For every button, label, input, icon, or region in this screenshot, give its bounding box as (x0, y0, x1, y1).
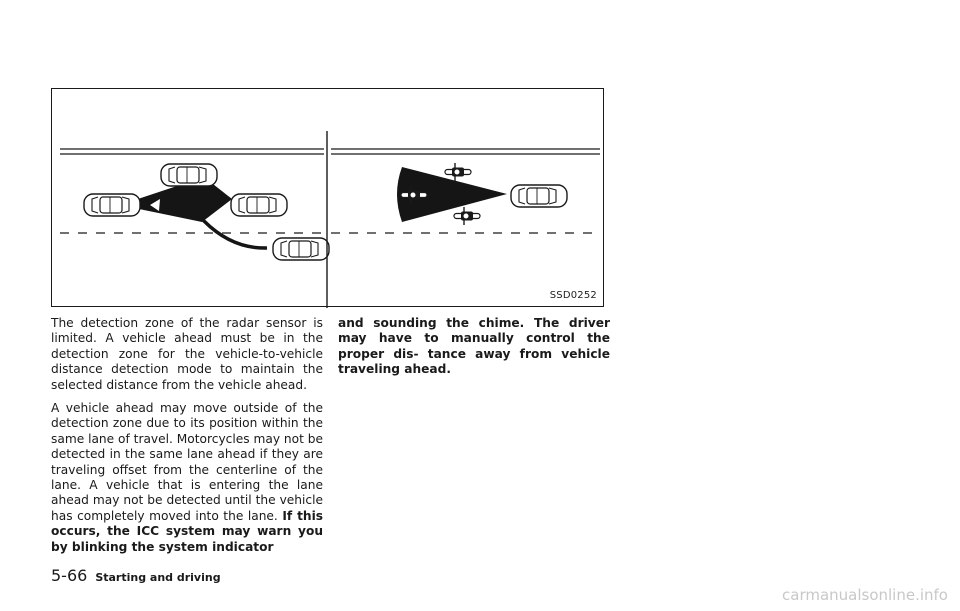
motorcycle-offset-icon (454, 207, 480, 225)
own-vehicle-icon (84, 194, 140, 216)
vehicle-ahead-icon (511, 185, 567, 207)
paragraph: The detection zone of the radar sensor is limited. A vehicle ahead must be in the detection zone for the vehicle-to-vehicle distance detection mode to maintain the selected distance from the vehicle ahead. (51, 316, 323, 392)
vehicle-ahead-icon (231, 194, 287, 216)
right-panel (331, 149, 600, 233)
vehicle-adjacent-icon (161, 164, 217, 186)
left-text-column (51, 316, 323, 563)
warning-text: and sounding the chime. The driver may have to manually control the proper dis- tance away from vehicle traveling ahead. (338, 316, 610, 377)
figure-code: SSD0252 (549, 290, 597, 301)
motorcycle-offset-icon (445, 163, 471, 181)
watermark: carmanualsonline.info (782, 586, 948, 604)
section-title: Starting and driving (95, 571, 221, 584)
right-text-column (338, 316, 610, 386)
vehicle-entering-icon (273, 238, 329, 260)
page-number: 5-66 (51, 566, 88, 585)
paragraph-text: A vehicle ahead may move outside of the detection zone due to its position within the same lane of travel. Motorcycles may not be detected in the same lane ahead if they are traveling offset from the centerline of the lane. A vehicle that is entering the lane ahead may not be detected until the vehicle has completely moved into the lane. (51, 401, 323, 523)
paragraph (51, 401, 323, 555)
detection-zone-diagram (52, 89, 605, 308)
left-panel (60, 149, 329, 260)
page-footer (51, 566, 221, 585)
illustration-figure (51, 88, 604, 307)
warning-text: If this occurs, the ICC system may warn you by blinking the system indicator (51, 508, 323, 554)
